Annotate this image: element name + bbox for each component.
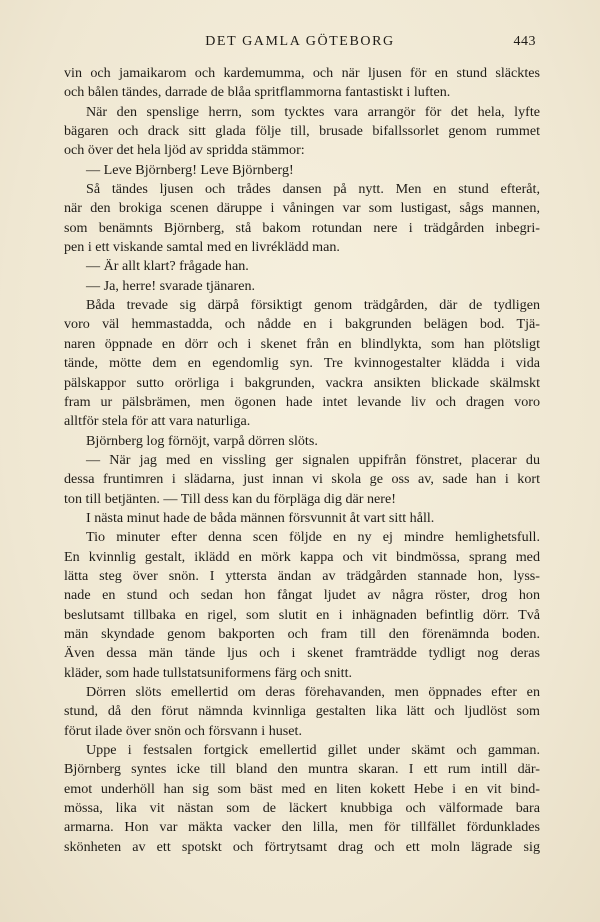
text-line: ton till betjänten. — Till dess kan du förpläga dig där nere!	[64, 490, 396, 507]
text-line: armarna. Hon var mäkta vacker den lilla, men för tillfället fördunklades	[64, 819, 540, 836]
text-line: I nästa minut hade de båda männen försvunnit åt vart sitt håll.	[86, 509, 435, 526]
page-header	[64, 34, 536, 54]
text-line: emot underhöll han sig som bäst med en liten kokett Hebe i en vit bind-	[64, 780, 540, 797]
text-line: som benämnts Björnberg, stå bakom rotundan nere i trädgården inbegri-	[64, 219, 540, 236]
page-number: 443	[513, 34, 536, 49]
text-line: — När jag med en vissling ger signalen uppifrån fönstret, placerar du	[86, 451, 540, 468]
text-line: Björnberg log förnöjt, varpå dörren slöts.	[86, 432, 318, 449]
text-line: Även dessa män tände ljus och i skenet framträdde tydligt nog deras	[64, 645, 540, 662]
text-line: och bålen tändes, darrade de blåa spritflammorna fantastiskt i luften.	[64, 84, 451, 101]
text-line: dessa fruntimren i slädarna, just innan vi skola ge oss av, sade han i kort	[64, 471, 540, 488]
running-title: DET GAMLA GÖTEBORG	[205, 34, 395, 49]
text-line: — Är allt klart? frågade han.	[86, 258, 249, 275]
text-line: Så tändes ljusen och trådes dansen på nytt. Men en stund efteråt,	[86, 181, 540, 198]
text-line: mössa, lika vit nästan som de läckert knubbiga och välformade bara	[64, 800, 540, 817]
text-line: alltför stela för att vara naturliga.	[64, 413, 251, 430]
text-line: Uppe i festsalen fortgick emellertid gillet under skämt och gamman.	[86, 742, 540, 759]
text-line: — Leve Björnberg! Leve Björnberg!	[86, 161, 294, 178]
text-line: män skyndade genom bakporten och fram till den förenämnda boden.	[64, 625, 540, 642]
text-line: och över det hela ljöd av spridda stämmor:	[64, 142, 305, 159]
text-line: Björnberg syntes icke till bland den muntra skaran. I ett rum intill där-	[64, 761, 540, 778]
text-line: nade en stund och sedan hon fångat ljudet av några röster, drog hon	[64, 587, 540, 604]
text-line: fram ur pälsbrämen, men ögonen hade intet levande liv och dragen voro	[64, 393, 540, 410]
text-line: tände, mötte dem en egendomlig syn. Tre kvinnogestalter klädda i vida	[64, 355, 540, 372]
text-line: Dörren slöts emellertid om deras förehavanden, men öppnades efter en	[86, 684, 540, 700]
text-line: skönheten av ett spotskt och förtrytsamt drag och ett moln lägrade sig	[64, 838, 540, 855]
text-line: när den brokiga scenen däruppe i våningen var som lustigast, sågs mannen,	[64, 200, 540, 217]
text-line: naren öppnade en dörr och i skenet från en blindlykta, som han plötsligt	[64, 335, 540, 352]
text-line: När den spenslige herrn, som tycktes vara arrangör för det hela, lyfte	[86, 103, 540, 120]
text-line: voro väl hemmastadda, och nådde en i bakgrunden belägen bod. Tjä-	[64, 316, 540, 333]
text-line: kläder, som hade tullstatsuniformens färg och snitt.	[64, 664, 353, 681]
text-line: Båda trevade sig därpå försiktigt genom trädgården, där de tydligen	[86, 297, 540, 314]
text-line: pälskappor sutto orörliga i bakgrunden, vackra ansikten blickade skälmskt	[64, 374, 540, 391]
text-line: vin och jamaikarom och kardemumma, och när ljusen för en stund släcktes	[64, 65, 540, 81]
text-line: beslutsamt tillbaka en rigel, som slutit en i inhägnaden befintlig dörr. Två	[64, 606, 540, 623]
text-line: pen i ett viskande samtal med en livréklädd man.	[64, 239, 340, 256]
text-line: Tio minuter efter denna scen följde en ny ej mindre hemlighetsfull.	[86, 529, 540, 546]
text-line: bägaren och drack sitt glada följe till, brusade bifallssorlet genom rummet	[64, 123, 540, 140]
text-line: En kvinnlig gestalt, iklädd en mörk kappa och vit bindmössa, sprang med	[64, 548, 540, 565]
text-line: förut ilade över snön och försvann i huset.	[64, 722, 302, 739]
text-line: — Ja, herre! svarade tjänaren.	[86, 277, 256, 294]
text-line: lätta steg över snön. I yttersta ändan av trädgården stannade hon, lyss-	[64, 567, 540, 584]
body-text	[64, 64, 540, 857]
text-line: stund, då den förut nämnda kvinnliga gestalten lika lätt och ljudlöst som	[64, 703, 540, 720]
